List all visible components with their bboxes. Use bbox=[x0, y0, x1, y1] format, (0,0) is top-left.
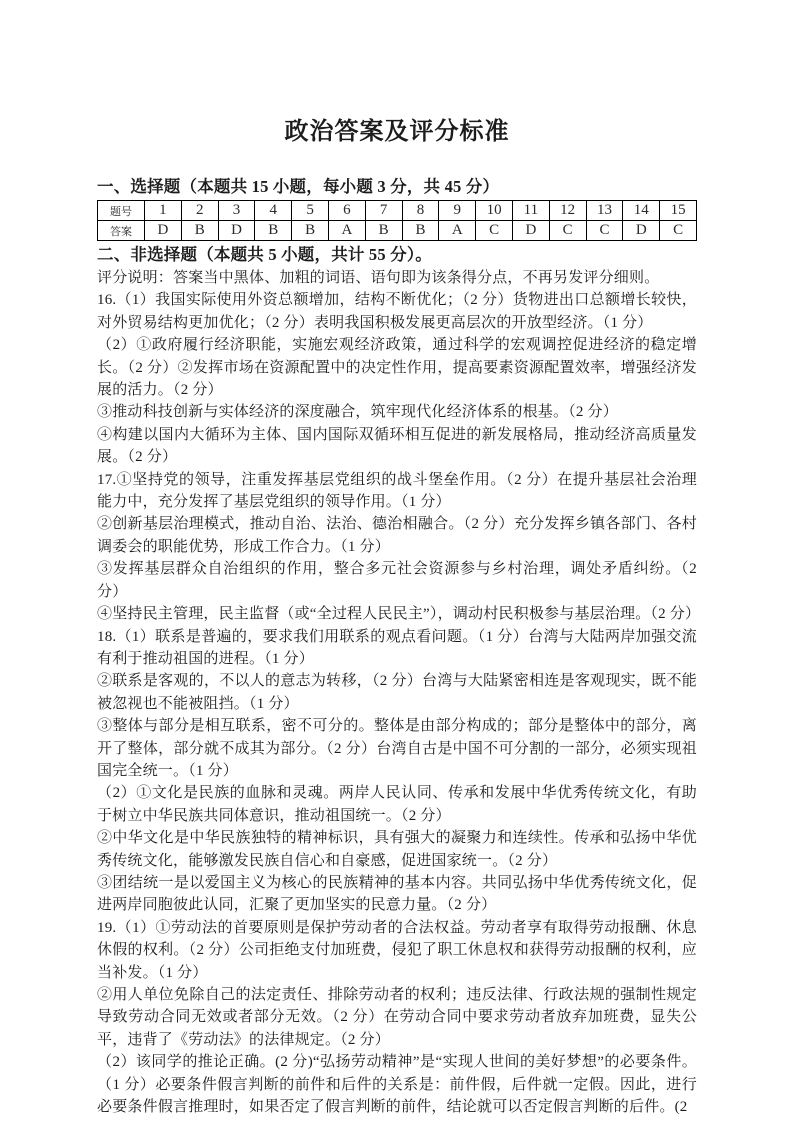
answer-cell: A bbox=[328, 221, 365, 241]
answer-paragraph-q19-2: ②用人单位免除自己的法定责任、排除劳动者的权利；违反法律、行政法规的强制性规定导致劳动合同无效或者部分无效。（2 分）在劳动合同中要求劳动者放弃加班费，显失公平，违背了《劳动法》的法律规定。（2 分） bbox=[97, 987, 697, 1048]
answer-cell: A bbox=[439, 221, 476, 241]
answer-paragraph-q18-3: ③整体与部分是相互联系，密不可分的。整体是由部分构成的；部分是整体中的部分，离开了整体，部分就不成其为部分。（2 分）台湾自古是中国不可分割的一部分，必须实现祖国完全统一。（1 分） bbox=[97, 718, 697, 779]
question-number-cell: 8 bbox=[402, 201, 439, 221]
answer-paragraph-q16-2: （2）①政府履行经济职能，实施宏观经济政策，通过科学的宏观调控促进经济的稳定增长。（2 分）②发挥市场在资源配置中的决定性作用，提高要素资源配置效率，增强经济发展的活力。（2 分） bbox=[97, 337, 697, 399]
answer-cell: B bbox=[181, 221, 218, 241]
question-number-cell: 2 bbox=[181, 201, 218, 221]
question-number-cell: 12 bbox=[549, 201, 586, 221]
answer-cell: B bbox=[402, 221, 439, 241]
answer-cell: D bbox=[623, 221, 660, 241]
question-number-cell: 6 bbox=[328, 201, 365, 221]
answer-cell: C bbox=[586, 221, 623, 241]
answer-paragraph-q18-5: ②中华文化是中华民族独特的精神标识，具有强大的凝聚力和连续性。传承和弘扬中华优秀传统文化，能够激发民族自信心和自豪感，促进国家统一。（2 分） bbox=[97, 830, 697, 869]
answer-table bbox=[97, 200, 697, 241]
answer-cell: B bbox=[255, 221, 292, 241]
answer-paragraph-q18-4: （2）①文化是民族的血脉和灵魂。两岸人民认同、传承和发展中华优秀传统文化，有助于树立中华民族共同体意识，推动祖国统一。（2 分） bbox=[97, 785, 697, 824]
answer-paragraph-q16-3: ③推动科技创新与实体经济的深度融合，筑牢现代化经济体系的根基。（2 分） bbox=[97, 404, 618, 421]
answer-row bbox=[98, 221, 697, 241]
answer-paragraph-q17-2: ②创新基层治理模式，推动自治、法治、德治相融合。（2 分）充分发挥乡镇各部门、各村调委会的职能优势，形成工作合力。（1 分） bbox=[97, 516, 697, 555]
section2-heading: 二、非选择题（本题共 5 小题，共计 55 分）。 bbox=[97, 245, 432, 264]
answer-cell: C bbox=[660, 221, 697, 241]
answer-cell: D bbox=[218, 221, 255, 241]
answer-paragraph-q16-1: 16.（1）我国实际使用外资总额增加，结构不断优化；（2 分）货物进出口总额增长较快，对外贸易结构更加优化；（2 分）表明我国积极发展更高层次的开放型经济。（1 分） bbox=[97, 292, 697, 331]
answer-paragraph-q19-3: （2）该同学的推论正确。(2 分)“弘扬劳动精神”是“实现人世间的美好梦想”的必要条件。（1 分）必要条件假言判断的前件和后件的关系是：前件假，后件就一定假。因此，进行必要条件假言推理时，如果否定了假言判断的前件，结论就可以否定假言判断的后件。(2 bbox=[97, 1054, 697, 1116]
answer-paragraph-q18-1: 18.（1）联系是普遍的，要求我们用联系的观点看问题。（1 分）台湾与大陆两岸加强交流有利于推动祖国的进程。（1 分） bbox=[97, 628, 697, 667]
answer-cell: C bbox=[476, 221, 513, 241]
answer-paragraph-q18-6: ③团结统一是以爱国主义为核心的民族精神的基本内容。共同弘扬中华优秀传统文化，促进两岸同胞彼此认同，汇聚了更加坚实的民意力量。（2 分） bbox=[97, 874, 697, 914]
answer-paragraph-q16-4: ④构建以国内大循环为主体、国内国际双循环相互促进的新发展格局，推动经济高质量发展。（2 分） bbox=[97, 426, 697, 466]
question-number-cell: 15 bbox=[660, 201, 697, 221]
answer-cell: B bbox=[365, 221, 402, 241]
question-number-cell: 14 bbox=[623, 201, 660, 221]
question-number-cell: 3 bbox=[218, 201, 255, 221]
answer-paragraph-q17-4: ④坚持民主管理，民主监督（或“全过程人民民主”），调动村民积极参与基层治理。（2 分） bbox=[97, 606, 701, 623]
question-number-cell: 11 bbox=[512, 201, 549, 221]
question-number-cell: 7 bbox=[365, 201, 402, 221]
answer-paragraph-q19-1: 19.（1）①劳动法的首要原则是保护劳动者的合法权益。劳动者享有取得劳动报酬、休息休假的权利。（2 分）公司拒绝支付加班费，侵犯了职工休息权和获得劳动报酬的权利，应当补发。（1 分） bbox=[97, 919, 697, 981]
row-label-answer: 答案 bbox=[98, 221, 145, 241]
section1-heading: 一、选择题（本题共 15 小题，每小题 3 分，共 45 分） bbox=[97, 177, 500, 196]
question-number-cell: 13 bbox=[586, 201, 623, 221]
answer-cell: B bbox=[292, 221, 329, 241]
answer-cell: D bbox=[512, 221, 549, 241]
question-number-row bbox=[98, 201, 697, 221]
answer-paragraph-q17-1: 17.①坚持党的领导，注重发挥基层党组织的战斗堡垒作用。（2 分）在提升基层社会治理能力中，充分发挥了基层党组织的领导作用。（1 分） bbox=[97, 471, 697, 511]
scoring-note: 评分说明：答案当中黑体、加粗的词语、语句即为该条得分点，不再另发评分细则。 bbox=[97, 270, 660, 286]
answer-body bbox=[97, 267, 701, 1118]
answer-cell: D bbox=[145, 221, 182, 241]
answer-cell: C bbox=[549, 221, 586, 241]
page-title: 政治答案及评分标准 bbox=[284, 119, 510, 145]
row-label-question-number: 题号 bbox=[98, 201, 145, 221]
question-number-cell: 9 bbox=[439, 201, 476, 221]
question-number-cell: 5 bbox=[292, 201, 329, 221]
question-number-cell: 4 bbox=[255, 201, 292, 221]
question-number-cell: 10 bbox=[476, 201, 513, 221]
answer-paragraph-q18-2: ②联系是客观的，不以人的意志为转移，（2 分）台湾与大陆紧密相连是客观现实，既不能被忽视也不能被阻挡。（1 分） bbox=[97, 673, 697, 712]
answer-paragraph-q17-3: ③发挥基层群众自治组织的作用，整合多元社会资源参与乡村治理，调处矛盾纠纷。（2 分） bbox=[97, 561, 697, 600]
question-number-cell: 1 bbox=[145, 201, 182, 221]
